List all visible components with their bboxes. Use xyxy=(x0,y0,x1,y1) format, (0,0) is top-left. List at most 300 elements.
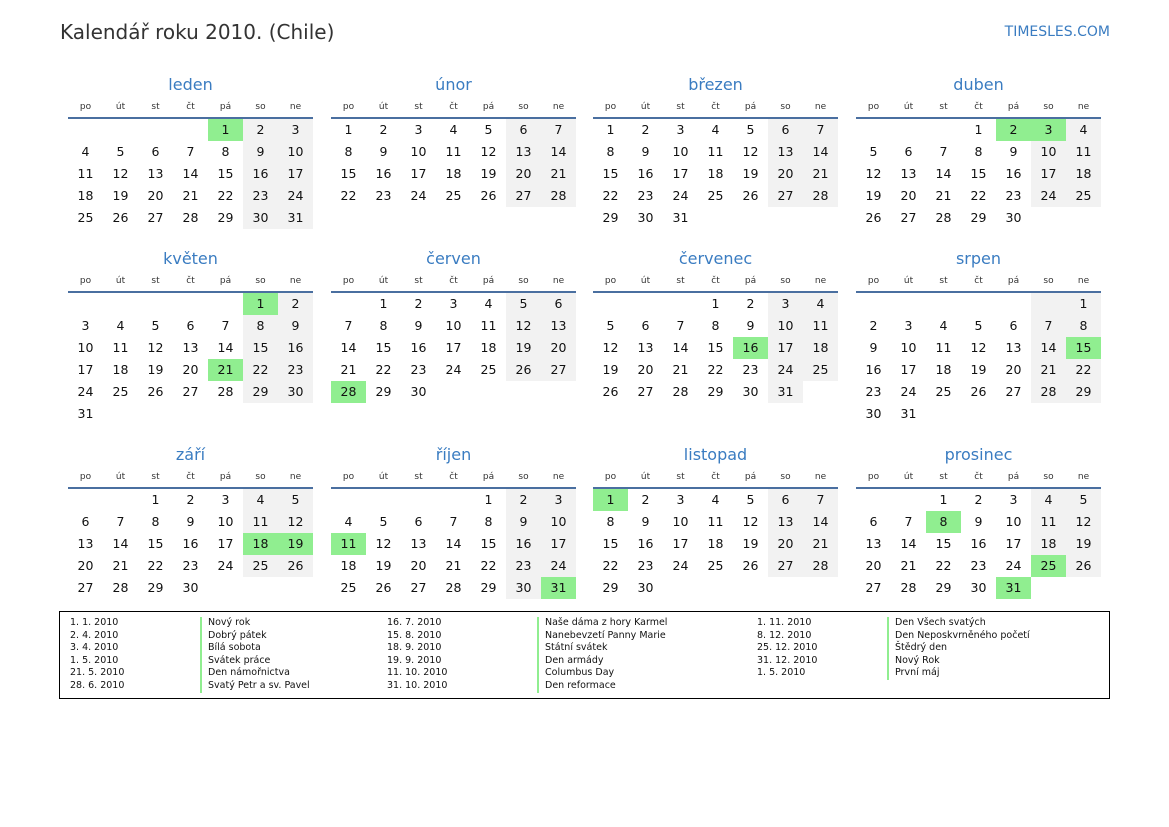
day-cell: 15 xyxy=(340,166,357,181)
day-cell: 29 xyxy=(375,384,392,399)
day-cell: 5 xyxy=(869,144,878,159)
empty-day-cell xyxy=(926,293,961,315)
empty-day-cell xyxy=(173,403,208,425)
day-cell: 9 xyxy=(869,340,878,355)
empty-day-cell xyxy=(278,403,313,425)
day-cell: 15 xyxy=(1066,337,1101,359)
empty-day-cell xyxy=(961,293,996,315)
month-calendar xyxy=(68,72,313,229)
day-cell: 13 xyxy=(410,536,427,551)
weekday-label: pá xyxy=(744,276,757,286)
weekday-header xyxy=(593,98,838,119)
day-cell: 20 xyxy=(410,558,427,573)
week-row xyxy=(856,403,1101,425)
day-cell: 20 xyxy=(865,558,882,573)
day-cell: 28 xyxy=(803,185,838,207)
empty-day-cell xyxy=(926,119,961,141)
day-cell: 25 xyxy=(707,188,724,203)
legend-line: 15. 8. 2010 xyxy=(387,629,442,641)
day-cell: 22 xyxy=(935,558,952,573)
day-cell: 30 xyxy=(637,580,654,595)
day-cell: 15 xyxy=(480,536,497,551)
day-cell: 27 xyxy=(147,210,164,225)
day-cell: 20 xyxy=(768,533,803,555)
day-cell: 11 xyxy=(707,144,724,159)
day-cell: 19 xyxy=(742,166,759,181)
day-cell: 23 xyxy=(410,362,427,377)
legend-line: Státní svátek xyxy=(537,642,667,655)
month-calendar xyxy=(593,442,838,599)
day-cell: 3 xyxy=(904,318,913,333)
day-cell: 2 xyxy=(506,489,541,511)
day-cell: 23 xyxy=(506,555,541,577)
day-cell: 9 xyxy=(506,511,541,533)
empty-day-cell xyxy=(208,577,243,599)
day-cell: 17 xyxy=(672,166,689,181)
weekday-label: ne xyxy=(289,276,302,286)
day-cell: 26 xyxy=(480,188,497,203)
day-cell: 29 xyxy=(1066,381,1101,403)
day-cell: 2 xyxy=(414,296,423,311)
month-name: duben xyxy=(953,75,1004,94)
day-cell: 7 xyxy=(1031,315,1066,337)
day-cell: 3 xyxy=(414,122,423,137)
day-cell: 8 xyxy=(243,315,278,337)
week-row xyxy=(593,185,838,207)
weekday-label: ne xyxy=(552,102,565,112)
day-cell: 8 xyxy=(1066,315,1101,337)
weekday-label: so xyxy=(518,276,529,286)
day-cell: 24 xyxy=(278,185,313,207)
page-title: Kalendář roku 2010. (Chile) xyxy=(60,20,335,44)
empty-day-cell xyxy=(138,403,173,425)
weekday-label: čt xyxy=(974,102,983,112)
legend-names-col-2 xyxy=(537,617,667,693)
empty-day-cell xyxy=(68,293,103,315)
weekday-label: út xyxy=(640,102,651,112)
empty-day-cell xyxy=(541,381,576,403)
day-cell: 15 xyxy=(970,166,987,181)
day-cell: 23 xyxy=(742,362,759,377)
weekday-label: čt xyxy=(186,102,195,112)
day-cell: 2 xyxy=(974,492,983,507)
day-cell: 17 xyxy=(768,337,803,359)
day-cell: 4 xyxy=(1066,119,1101,141)
day-cell: 27 xyxy=(900,210,917,225)
day-cell: 8 xyxy=(221,144,230,159)
weekday-label: ne xyxy=(1077,472,1090,482)
day-cell: 20 xyxy=(900,188,917,203)
weekday-label: so xyxy=(1043,472,1054,482)
day-cell: 1 xyxy=(606,122,615,137)
empty-day-cell xyxy=(1031,207,1066,229)
day-cell: 9 xyxy=(746,318,755,333)
empty-day-cell xyxy=(1031,403,1066,425)
weekday-label: st xyxy=(151,276,160,286)
legend-line: 8. 12. 2010 xyxy=(757,629,812,641)
day-cell: 10 xyxy=(672,514,689,529)
day-cell: 31 xyxy=(77,406,94,421)
day-cell: 10 xyxy=(672,144,689,159)
day-cell: 19 xyxy=(742,536,759,551)
week-row xyxy=(68,511,313,533)
day-cell: 19 xyxy=(112,188,129,203)
empty-day-cell xyxy=(366,489,401,511)
day-cell: 25 xyxy=(243,555,278,577)
day-cell: 17 xyxy=(410,166,427,181)
weekday-label: st xyxy=(414,472,423,482)
legend-line: 1. 5. 2010 xyxy=(757,667,806,679)
legend-line: Nový Rok xyxy=(887,655,1030,668)
month-calendar xyxy=(68,246,313,425)
weekday-label: ne xyxy=(289,102,302,112)
empty-day-cell xyxy=(768,577,803,599)
day-cell: 30 xyxy=(865,406,882,421)
day-cell: 11 xyxy=(112,340,129,355)
day-cell: 4 xyxy=(803,293,838,315)
day-cell: 22 xyxy=(1066,359,1101,381)
weekday-header xyxy=(593,272,838,293)
week-row xyxy=(331,337,576,359)
day-cell: 26 xyxy=(865,210,882,225)
week-row xyxy=(856,207,1101,229)
empty-day-cell xyxy=(173,119,208,141)
day-cell: 4 xyxy=(484,296,493,311)
day-cell: 9 xyxy=(1009,144,1018,159)
weekday-label: po xyxy=(604,276,617,286)
empty-day-cell xyxy=(68,489,103,511)
day-cell: 1 xyxy=(711,296,720,311)
day-cell: 20 xyxy=(541,337,576,359)
weekday-header xyxy=(68,98,313,119)
day-cell: 7 xyxy=(803,119,838,141)
month-name: srpen xyxy=(955,249,1002,268)
day-cell: 11 xyxy=(1031,511,1066,533)
day-cell: 23 xyxy=(970,558,987,573)
day-cell: 27 xyxy=(768,555,803,577)
weekday-label: so xyxy=(255,472,266,482)
day-cell: 14 xyxy=(803,141,838,163)
day-cell: 12 xyxy=(278,511,313,533)
day-cell: 4 xyxy=(449,122,458,137)
day-cell: 22 xyxy=(602,188,619,203)
day-cell: 20 xyxy=(637,362,654,377)
day-cell: 21 xyxy=(208,359,243,381)
day-cell: 27 xyxy=(865,580,882,595)
week-row xyxy=(593,293,838,315)
day-cell: 13 xyxy=(768,511,803,533)
day-cell: 14 xyxy=(803,511,838,533)
legend-dates-col-1 xyxy=(70,617,124,693)
day-cell: 5 xyxy=(506,293,541,315)
day-cell: 18 xyxy=(445,166,462,181)
month-name: listopad xyxy=(683,445,748,464)
day-cell: 17 xyxy=(1005,536,1022,551)
day-cell: 13 xyxy=(768,141,803,163)
day-cell: 8 xyxy=(974,144,983,159)
day-cell: 29 xyxy=(480,580,497,595)
day-cell: 7 xyxy=(676,318,685,333)
weekday-label: so xyxy=(518,472,529,482)
day-cell: 8 xyxy=(606,514,615,529)
day-cell: 24 xyxy=(410,188,427,203)
legend-line: 31. 12. 2010 xyxy=(757,654,818,666)
week-row xyxy=(593,337,838,359)
day-cell: 2 xyxy=(186,492,195,507)
day-cell: 24 xyxy=(1005,558,1022,573)
weekday-label: so xyxy=(518,102,529,112)
day-cell: 17 xyxy=(900,362,917,377)
week-row xyxy=(68,489,313,511)
month-name: září xyxy=(175,445,206,464)
day-cell: 23 xyxy=(375,188,392,203)
site-link[interactable]: TIMESLES.COM xyxy=(1004,24,1110,40)
day-cell: 7 xyxy=(541,119,576,141)
day-cell: 9 xyxy=(186,514,195,529)
month-calendar xyxy=(331,442,576,599)
week-row xyxy=(68,577,313,599)
day-cell: 17 xyxy=(1031,163,1066,185)
day-cell: 29 xyxy=(935,580,952,595)
empty-day-cell xyxy=(663,293,698,315)
month-calendar xyxy=(68,442,313,599)
day-cell: 16 xyxy=(410,340,427,355)
day-cell: 15 xyxy=(243,337,278,359)
month-name: květen xyxy=(163,249,218,268)
day-cell: 4 xyxy=(116,318,125,333)
week-row xyxy=(593,359,838,381)
day-cell: 22 xyxy=(375,362,392,377)
day-cell: 27 xyxy=(506,185,541,207)
day-cell: 17 xyxy=(217,536,234,551)
week-row xyxy=(68,533,313,555)
legend-line: 2. 4. 2010 xyxy=(70,629,119,641)
day-cell: 19 xyxy=(147,362,164,377)
day-cell: 21 xyxy=(803,163,838,185)
day-cell: 21 xyxy=(935,188,952,203)
weekday-label: st xyxy=(676,102,685,112)
empty-day-cell xyxy=(138,293,173,315)
day-cell: 26 xyxy=(278,555,313,577)
week-row xyxy=(331,359,576,381)
month-name: červen xyxy=(426,249,481,268)
legend-line: 11. 10. 2010 xyxy=(387,667,448,679)
week-row xyxy=(593,577,838,599)
day-cell: 22 xyxy=(970,188,987,203)
day-cell: 4 xyxy=(344,514,353,529)
weekday-label: čt xyxy=(711,276,720,286)
day-cell: 18 xyxy=(1066,163,1101,185)
day-cell: 26 xyxy=(147,384,164,399)
day-cell: 12 xyxy=(865,166,882,181)
day-cell: 3 xyxy=(1031,119,1066,141)
week-row xyxy=(68,381,313,403)
day-cell: 6 xyxy=(869,514,878,529)
week-row xyxy=(593,141,838,163)
day-cell: 6 xyxy=(151,144,160,159)
day-cell: 21 xyxy=(672,362,689,377)
weekday-header xyxy=(331,272,576,293)
weekday-label: út xyxy=(115,472,126,482)
day-cell: 11 xyxy=(707,514,724,529)
weekday-label: st xyxy=(676,276,685,286)
day-cell: 22 xyxy=(217,188,234,203)
day-cell: 15 xyxy=(602,536,619,551)
week-row xyxy=(856,163,1101,185)
day-cell: 14 xyxy=(1031,337,1066,359)
day-cell: 7 xyxy=(449,514,458,529)
week-row xyxy=(331,185,576,207)
weekday-label: po xyxy=(604,472,617,482)
weekday-header xyxy=(68,272,313,293)
empty-day-cell xyxy=(926,403,961,425)
day-cell: 5 xyxy=(116,144,125,159)
week-row xyxy=(856,337,1101,359)
empty-day-cell xyxy=(138,119,173,141)
week-row xyxy=(68,337,313,359)
day-cell: 12 xyxy=(742,514,759,529)
day-cell: 30 xyxy=(1005,210,1022,225)
day-cell: 29 xyxy=(602,210,619,225)
empty-day-cell xyxy=(436,489,471,511)
day-cell: 15 xyxy=(217,166,234,181)
weekday-label: ne xyxy=(552,276,565,286)
day-cell: 15 xyxy=(602,166,619,181)
day-cell: 11 xyxy=(445,144,462,159)
day-cell: 26 xyxy=(1066,555,1101,577)
day-cell: 11 xyxy=(803,315,838,337)
weekday-label: st xyxy=(939,102,948,112)
empty-day-cell xyxy=(961,403,996,425)
day-cell: 18 xyxy=(77,188,94,203)
day-cell: 10 xyxy=(900,340,917,355)
month-calendar xyxy=(331,72,576,207)
day-cell: 7 xyxy=(803,489,838,511)
legend-line: Svatý Petr a sv. Pavel xyxy=(200,680,310,693)
week-row xyxy=(68,403,313,425)
weekday-label: pá xyxy=(219,276,232,286)
weekday-label: pá xyxy=(482,472,495,482)
day-cell: 28 xyxy=(217,384,234,399)
month-calendar xyxy=(593,246,838,403)
week-row xyxy=(856,141,1101,163)
day-cell: 1 xyxy=(151,492,160,507)
week-row xyxy=(593,315,838,337)
week-row xyxy=(331,489,576,511)
day-cell: 23 xyxy=(637,188,654,203)
day-cell: 25 xyxy=(445,188,462,203)
day-cell: 3 xyxy=(221,492,230,507)
empty-day-cell xyxy=(733,577,768,599)
empty-day-cell xyxy=(243,577,278,599)
weekday-label: čt xyxy=(449,472,458,482)
week-row xyxy=(68,185,313,207)
day-cell: 30 xyxy=(506,577,541,599)
empty-day-cell xyxy=(803,577,838,599)
legend-line: 16. 7. 2010 xyxy=(387,617,442,628)
legend-line: Den Neposkvrněného početí xyxy=(887,630,1030,643)
legend-line: Štědrý den xyxy=(887,642,1030,655)
day-cell: 8 xyxy=(151,514,160,529)
week-row xyxy=(68,359,313,381)
week-row xyxy=(856,119,1101,141)
weekday-label: so xyxy=(780,102,791,112)
day-cell: 10 xyxy=(1031,141,1066,163)
weekday-label: út xyxy=(115,276,126,286)
day-cell: 22 xyxy=(602,558,619,573)
weekday-header xyxy=(68,468,313,489)
weekday-label: pá xyxy=(219,472,232,482)
day-cell: 16 xyxy=(375,166,392,181)
day-cell: 1 xyxy=(974,122,983,137)
day-cell: 5 xyxy=(1066,489,1101,511)
day-cell: 2 xyxy=(746,296,755,311)
weekday-label: pá xyxy=(1007,102,1020,112)
day-cell: 26 xyxy=(112,210,129,225)
weekday-label: po xyxy=(867,472,880,482)
day-cell: 16 xyxy=(637,166,654,181)
day-cell: 7 xyxy=(186,144,195,159)
day-cell: 6 xyxy=(768,119,803,141)
day-cell: 8 xyxy=(606,144,615,159)
day-cell: 23 xyxy=(278,359,313,381)
day-cell: 3 xyxy=(81,318,90,333)
day-cell: 14 xyxy=(935,166,952,181)
day-cell: 19 xyxy=(506,337,541,359)
empty-day-cell xyxy=(1066,577,1101,599)
day-cell: 25 xyxy=(77,210,94,225)
empty-day-cell xyxy=(103,403,138,425)
day-cell: 7 xyxy=(221,318,230,333)
day-cell: 14 xyxy=(672,340,689,355)
day-cell: 13 xyxy=(637,340,654,355)
legend-line: První máj xyxy=(887,667,1030,680)
empty-day-cell xyxy=(1031,293,1066,315)
month-name: prosinec xyxy=(944,445,1013,464)
day-cell: 10 xyxy=(1005,514,1022,529)
day-cell: 3 xyxy=(676,492,685,507)
day-cell: 5 xyxy=(151,318,160,333)
weekday-label: po xyxy=(604,102,617,112)
day-cell: 3 xyxy=(449,296,458,311)
day-cell: 29 xyxy=(217,210,234,225)
week-row xyxy=(331,315,576,337)
legend-line: 18. 9. 2010 xyxy=(387,642,442,654)
day-cell: 27 xyxy=(637,384,654,399)
weekday-label: út xyxy=(378,276,389,286)
weekday-label: čt xyxy=(974,276,983,286)
week-row xyxy=(68,293,313,315)
day-cell: 27 xyxy=(541,359,576,381)
day-cell: 10 xyxy=(445,318,462,333)
day-cell: 2 xyxy=(641,492,650,507)
legend-line: Den Všech svatých xyxy=(887,617,1030,630)
day-cell: 4 xyxy=(711,492,720,507)
day-cell: 31 xyxy=(278,207,313,229)
day-cell: 1 xyxy=(243,293,278,315)
empty-day-cell xyxy=(243,403,278,425)
day-cell: 23 xyxy=(1005,188,1022,203)
legend-names-col-3 xyxy=(887,617,1030,680)
day-cell: 18 xyxy=(803,337,838,359)
legend-line: Den námořnictva xyxy=(200,667,310,680)
day-cell: 19 xyxy=(865,188,882,203)
day-cell: 31 xyxy=(672,210,689,225)
day-cell: 11 xyxy=(480,318,497,333)
day-cell: 6 xyxy=(541,293,576,315)
weekday-label: po xyxy=(342,276,355,286)
empty-day-cell xyxy=(208,293,243,315)
